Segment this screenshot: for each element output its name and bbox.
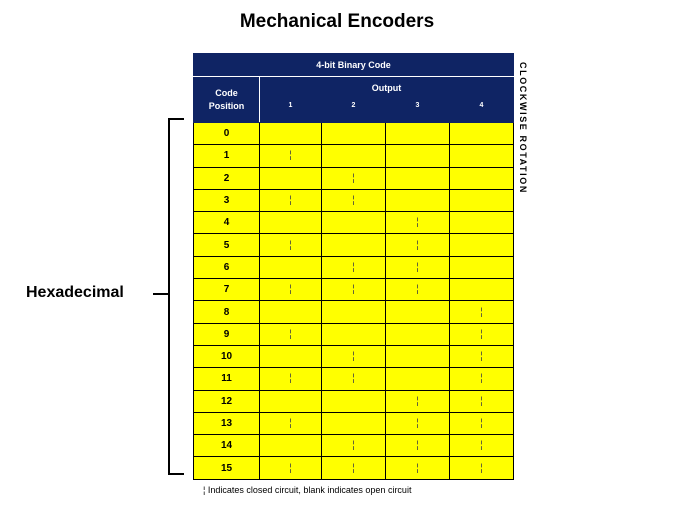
encoder-table-body	[194, 123, 514, 480]
code-position-cell: 11	[194, 368, 260, 390]
output-cell	[322, 145, 386, 167]
table-row	[194, 345, 514, 367]
encoder-table	[193, 53, 514, 480]
output-cell: ¦	[260, 234, 322, 256]
output-cell: ¦	[450, 390, 514, 412]
output-cell: ¦	[322, 279, 386, 301]
output-cell	[450, 145, 514, 167]
output-cell: ¦	[322, 345, 386, 367]
output-col-1: 1	[260, 100, 322, 123]
code-position-cell: 0	[194, 123, 260, 145]
output-cell: ¦	[322, 189, 386, 211]
code-position-cell: 12	[194, 390, 260, 412]
output-cell	[260, 212, 322, 234]
output-cell	[322, 390, 386, 412]
output-cell: ¦	[386, 412, 450, 434]
output-cell	[322, 123, 386, 145]
code-position-cell: 4	[194, 212, 260, 234]
output-cell: ¦	[260, 457, 322, 479]
output-cell: ¦	[450, 368, 514, 390]
output-cell	[450, 279, 514, 301]
code-position-cell: 10	[194, 345, 260, 367]
table-row	[194, 145, 514, 167]
output-cell: ¦	[450, 435, 514, 457]
output-cell: ¦	[322, 167, 386, 189]
code-position-cell: 13	[194, 412, 260, 434]
code-position-cell: 9	[194, 323, 260, 345]
output-col-4: 4	[450, 100, 514, 123]
output-cell	[386, 167, 450, 189]
output-cell: ¦	[386, 212, 450, 234]
output-cell	[260, 345, 322, 367]
hex-bracket	[168, 118, 184, 475]
output-cell: ¦	[260, 323, 322, 345]
output-cell: ¦	[260, 412, 322, 434]
output-cell	[386, 145, 450, 167]
output-cell: ¦	[322, 435, 386, 457]
code-position-cell: 3	[194, 189, 260, 211]
output-cell	[260, 435, 322, 457]
position-label: Position	[208, 100, 245, 111]
output-cell	[260, 123, 322, 145]
output-cell: ¦	[322, 368, 386, 390]
code-position-cell: 7	[194, 279, 260, 301]
output-cell	[322, 234, 386, 256]
hexadecimal-label: Hexadecimal	[26, 284, 124, 301]
output-cell: ¦	[450, 457, 514, 479]
output-cell	[386, 323, 450, 345]
output-cell: ¦	[450, 301, 514, 323]
code-position-cell: 1	[194, 145, 260, 167]
output-cell	[450, 256, 514, 278]
output-cell	[450, 167, 514, 189]
output-cell	[386, 301, 450, 323]
output-cell: ¦	[386, 390, 450, 412]
output-cell	[260, 256, 322, 278]
output-cell	[322, 212, 386, 234]
output-cell	[450, 123, 514, 145]
table-row	[194, 167, 514, 189]
output-cell	[386, 123, 450, 145]
output-cell: ¦	[260, 189, 322, 211]
table-row	[194, 212, 514, 234]
code-label: Code	[215, 87, 238, 98]
output-cell	[450, 212, 514, 234]
output-cell: ¦	[260, 279, 322, 301]
output-cell: ¦	[386, 234, 450, 256]
hex-bracket-tick	[153, 293, 168, 295]
output-cell: ¦	[450, 323, 514, 345]
output-cell	[386, 345, 450, 367]
output-cell	[450, 234, 514, 256]
output-cell	[260, 167, 322, 189]
output-cell	[260, 390, 322, 412]
output-cell: ¦	[386, 256, 450, 278]
code-position-cell: 6	[194, 256, 260, 278]
table-row	[194, 123, 514, 145]
output-cell: ¦	[386, 457, 450, 479]
table-row	[194, 435, 514, 457]
output-cell	[386, 189, 450, 211]
output-col-2: 2	[322, 100, 386, 123]
table-row	[194, 368, 514, 390]
table-row	[194, 301, 514, 323]
output-cell: ¦	[322, 256, 386, 278]
code-position-cell: 8	[194, 301, 260, 323]
output-cell	[450, 189, 514, 211]
table-row	[194, 412, 514, 434]
table-row	[194, 234, 514, 256]
output-cell	[322, 301, 386, 323]
output-cell	[322, 412, 386, 434]
output-cell: ¦	[386, 279, 450, 301]
table-row	[194, 457, 514, 479]
page-title: Mechanical Encoders	[239, 11, 435, 32]
output-header: Output	[260, 77, 514, 100]
output-cell	[260, 301, 322, 323]
output-cell: ¦	[450, 345, 514, 367]
table-row	[194, 189, 514, 211]
output-cell: ¦	[386, 435, 450, 457]
table-row	[194, 323, 514, 345]
output-cell	[322, 323, 386, 345]
table-row	[194, 390, 514, 412]
code-position-cell: 5	[194, 234, 260, 256]
output-cell: ¦	[450, 412, 514, 434]
table-row	[194, 256, 514, 278]
footnote: ¦ Indicates closed circuit, blank indicates open circuit	[203, 485, 412, 495]
output-cell: ¦	[260, 368, 322, 390]
code-position-cell: 15	[194, 457, 260, 479]
code-position-header	[194, 77, 260, 123]
output-cell	[386, 368, 450, 390]
table-row	[194, 279, 514, 301]
output-cell: ¦	[260, 145, 322, 167]
output-col-3: 3	[386, 100, 450, 123]
code-position-cell: 2	[194, 167, 260, 189]
code-position-cell: 14	[194, 435, 260, 457]
output-cell: ¦	[322, 457, 386, 479]
binary-code-header: 4-bit Binary Code	[194, 54, 514, 77]
rotation-label: CLOCKWISE ROTATION	[518, 62, 528, 194]
